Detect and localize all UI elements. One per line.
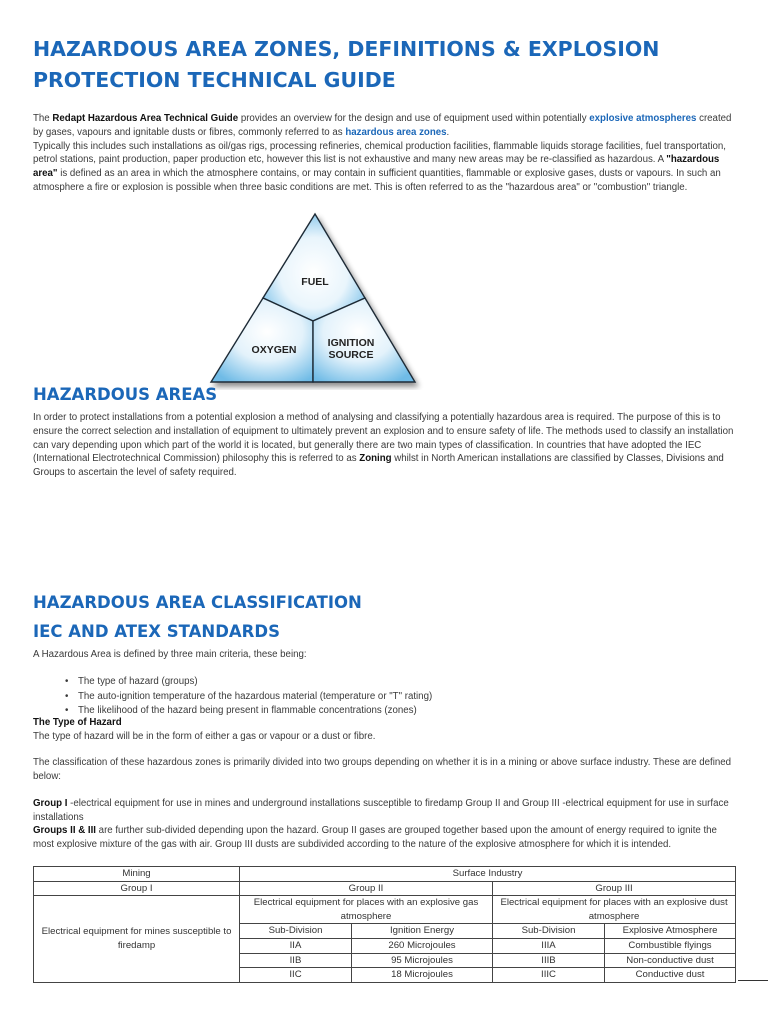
- hazardous-areas-heading: HAZARDOUS AREAS: [33, 385, 218, 404]
- hazardous-area-zones-link[interactable]: hazardous area zones: [345, 126, 447, 138]
- body-text: whilst in North American installations are classified by: [391, 453, 627, 465]
- classification-text: The classification of these hazardous zones is primarily divided into two groups depending on whether it is in a mining or above surface industry. These are defined below:: [33, 757, 732, 782]
- intro-text: created by gases, vapours and ignitable dusts or fibres, commonly referred to as: [33, 113, 732, 138]
- guide-name: Redapt Hazardous Area Technical Guide: [52, 113, 239, 124]
- oxygen-label: OXYGEN: [251, 344, 297, 356]
- table-cell: IIC: [240, 968, 352, 983]
- group1-text: [33, 797, 735, 825]
- fuel-label: FUEL: [301, 276, 329, 288]
- intro-text: provides an overview for the design and use of equipment used within potentially: [238, 113, 590, 124]
- list-item: • The likelihood of the hazard being present in flammable concentrations (zones): [78, 704, 432, 719]
- table-cell: Surface Industry: [240, 867, 736, 882]
- table-cell: Sub-Division: [493, 924, 605, 939]
- table-cell: Electrical equipment for places with an explosive gas atmosphere: [240, 896, 493, 924]
- table-cell: Group III: [493, 881, 736, 896]
- classification-heading: HAZARDOUS AREA CLASSIFICATION: [33, 593, 362, 612]
- table-cell: Group II: [240, 881, 493, 896]
- table-cell: Electrical equipment for mines susceptible to firedamp: [34, 896, 240, 983]
- criteria-list: [33, 675, 432, 719]
- table-cell: 260 Microjoules: [352, 938, 493, 953]
- classes-divisions-groups-term: Classes, Divisions and Groups: [33, 453, 724, 479]
- intro-text: The: [33, 113, 53, 124]
- explosive-atmospheres-link[interactable]: explosive atmospheres: [589, 113, 697, 124]
- table-row: [34, 881, 736, 896]
- body-text: -electrical equipment for use in mines and underground installations susceptible to firedamp Group II and Group III -electrical equipment for use in surface installations: [33, 798, 729, 823]
- table-cell: 18 Microjoules: [352, 968, 493, 983]
- ignition-label: SOURCE: [328, 349, 374, 361]
- type-of-hazard-heading: The Type of Hazard: [33, 717, 122, 728]
- table-cell: IIIB: [493, 953, 605, 968]
- table-cell: Group I: [34, 881, 240, 896]
- intro-text: is defined as an area in which the atmosphere contains, or may contain in sufficient quantities, flammable or explosive gases, dusts or vapours. In such an atmosphere a fire or explosion is possible when three basic conditions are met. This is often referred to as the "hazardous area" or "combustion" triangle.: [33, 168, 721, 193]
- body-text: In order to protect installations from a potential explosion a method of analysing and classifying a potentially hazardous area is required. The purpose of this is to ensure the correct selection and installation of equipment to ultimately prevent an explosion and to ensure safety of life. The methods used to classify an installation can vary depending upon which part of the world it is located, but generally there are two main types of classification. In countries that have adopted the IEC (International Electrotechnical Commission) philosophy this is referred to as: [33, 412, 734, 465]
- group2-3-label: Groups II & III: [33, 825, 96, 836]
- table-cell: Conductive dust: [605, 968, 736, 983]
- list-item: • The type of hazard (groups): [78, 675, 432, 690]
- group2-3-text: [33, 824, 735, 852]
- hazardous-areas-paragraph: [33, 411, 735, 480]
- group1-label: Group I: [33, 798, 68, 809]
- table-row: [34, 896, 736, 924]
- body-text: are further sub-divided depending upon the hazard. Group II gases are grouped together based upon the amount of energy required to ignite the most explosive mixture of the gas with air. Group III dusts are subdivided according to the nature of the explosive atmosphere for which it is intended.: [33, 825, 717, 850]
- page-title: HAZARDOUS AREA ZONES, DEFINITIONS & EXPLOSION PROTECTION TECHNICAL GUIDE: [33, 37, 660, 92]
- table-cell: Ignition Energy: [352, 924, 493, 939]
- criteria-intro: A Hazardous Area is defined by three main criteria, these being:: [33, 649, 307, 660]
- combustion-triangle-diagram: [208, 208, 426, 390]
- type-of-hazard-text: The type of hazard will be in the form of either a gas or vapour or a dust or fibre.: [33, 731, 376, 742]
- table-cell: IIIA: [493, 938, 605, 953]
- body-text: to ascertain the level of safety required.: [64, 467, 237, 479]
- table-cell: Electrical equipment for places with an explosive dust atmosphere: [493, 896, 736, 924]
- table-cell: IIB: [240, 953, 352, 968]
- intro-text: .: [446, 126, 450, 138]
- zoning-term: Zoning: [359, 453, 392, 465]
- table-cell: Explosive Atmosphere: [605, 924, 736, 939]
- intro-paragraph: [33, 112, 735, 195]
- hazardous-area-term: "hazardous area": [33, 154, 720, 180]
- list-item: • The auto-ignition temperature of the hazardous material (temperature or "T" rating): [78, 690, 432, 705]
- page-edge-rule: [738, 980, 768, 981]
- table-cell: Non-conductive dust: [605, 953, 736, 968]
- table-cell: IIIC: [493, 968, 605, 983]
- table-cell: Sub-Division: [240, 924, 352, 939]
- table-cell: 95 Microjoules: [352, 953, 493, 968]
- iec-atex-heading: IEC AND ATEX STANDARDS: [33, 622, 280, 641]
- hazard-groups-table: [33, 866, 736, 983]
- table-cell: IIA: [240, 938, 352, 953]
- ignition-label: IGNITION: [327, 337, 375, 349]
- intro-text: Typically this includes such installations as oil/gas rigs, processing refineries, chemical production facilities, flammable liquids storage facilities, fuel transportation, petrol stations, paint production, paper production etc, however this list is not exhaustive and many new areas may be re-classified as hazardous. A: [33, 140, 726, 166]
- table-row: [34, 867, 736, 882]
- table-cell: Combustible flyings: [605, 938, 736, 953]
- table-cell: Mining: [34, 867, 240, 882]
